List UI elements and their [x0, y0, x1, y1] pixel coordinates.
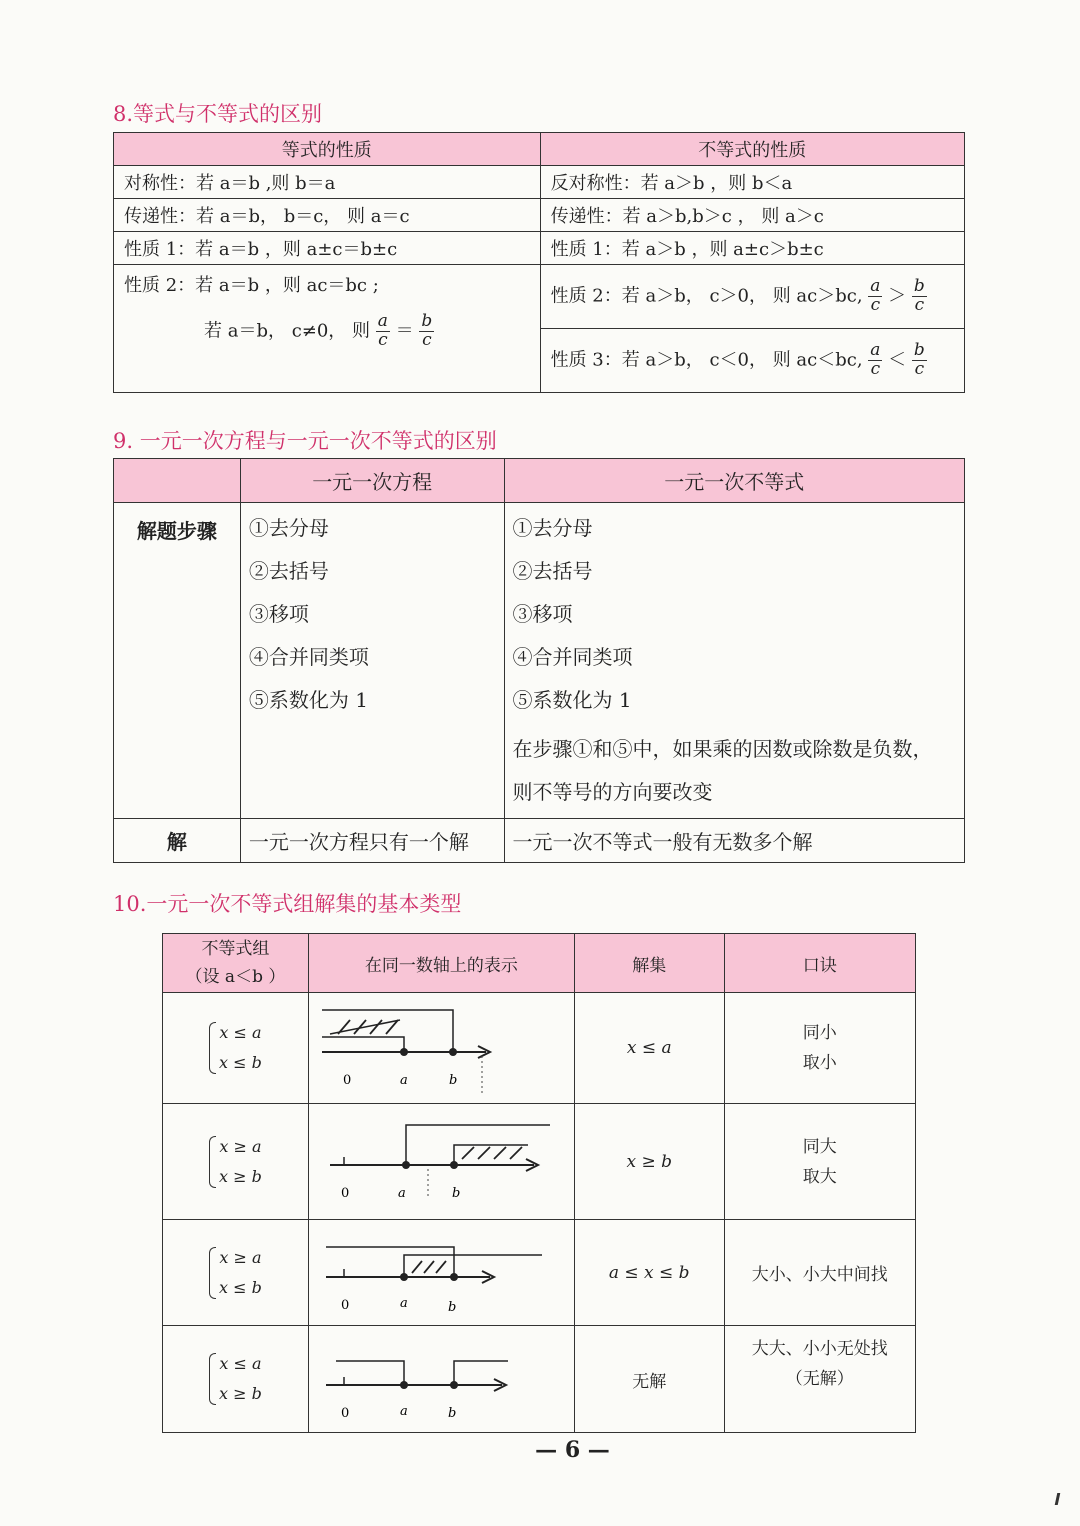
- step-item: ④合并同类项: [512, 645, 633, 669]
- point-b: [450, 1161, 458, 1169]
- table-cell: 性质 1：若 a＝b ，则 a±c＝b±c: [114, 232, 541, 265]
- inequality-system: x ≥ a x ≤ b: [209, 1243, 262, 1303]
- a-bracket: [406, 1125, 550, 1163]
- solution-set: a ≤ x ≤ b: [574, 1220, 724, 1326]
- a-bracket: [404, 1255, 542, 1277]
- step-item: ③移项: [248, 602, 309, 626]
- mnemonic-line: 取小: [802, 1053, 837, 1073]
- equation-steps: [240, 503, 504, 819]
- mnemonic-line: 取大: [802, 1166, 837, 1187]
- property-2-line1: 性质 2：若 a＝b ，则 ac＝bc ;: [124, 275, 379, 296]
- step-item: ⑤系数化为 1: [512, 688, 632, 712]
- property-2-text: 若 a＝b， c≠0， 则: [204, 320, 371, 342]
- mnemonic-line: （无解）: [785, 1369, 854, 1389]
- point-a: [400, 1381, 408, 1389]
- inequality-system: x ≥ a x ≥ b: [209, 1132, 262, 1192]
- note-line: 在步骤①和⑤中，如果乘的因数或除数是负数，: [512, 737, 933, 761]
- b-bracket: [326, 1247, 454, 1277]
- hatch-region: [330, 1020, 400, 1034]
- hatch-region: [412, 1261, 446, 1273]
- label-b: b: [447, 1300, 457, 1315]
- corner-mark: [1055, 1493, 1061, 1505]
- label-b: b: [447, 1406, 457, 1421]
- point-b: [449, 1048, 457, 1056]
- system-cell: [163, 1326, 309, 1433]
- table-header: 在同一数轴上的表示: [308, 934, 574, 993]
- step-item: ③移项: [512, 602, 573, 626]
- point-b: [450, 1273, 458, 1281]
- system-cell: [163, 1104, 309, 1220]
- step-item: ④合并同类项: [248, 645, 369, 669]
- table-cell: 传递性：若 a＝b， b＝c， 则 a＝c: [114, 199, 541, 232]
- equation-solution: 一元一次方程只有一个解: [240, 819, 504, 863]
- mnemonic-line: 同小: [802, 1023, 837, 1043]
- label-a: a: [399, 1404, 408, 1419]
- solution-set: x ≤ a: [574, 993, 724, 1104]
- table-header: 一元一次方程: [240, 459, 504, 503]
- header-line: （设 a＜b ）: [185, 967, 286, 987]
- step-item: ②去括号: [248, 559, 329, 583]
- inequality-steps: [504, 503, 964, 819]
- a-bracket: [322, 1037, 404, 1052]
- label-a: a: [399, 1073, 408, 1088]
- number-line-diagram: [310, 1105, 573, 1213]
- table-cell: 传递性：若 a＞b,b＞c ， 则 a＞c: [540, 199, 964, 232]
- table-header: 口诀: [724, 934, 915, 993]
- property-2-line2: [124, 313, 530, 350]
- table-header: 解集: [574, 934, 724, 993]
- fraction: $\frac{a}{c}$: [870, 276, 881, 315]
- table-cell: 反对称性：若 a＞b ，则 b＜a: [540, 166, 964, 199]
- label-0: 0: [342, 1073, 352, 1088]
- table-header: 一元一次不等式: [504, 459, 964, 503]
- equals-sign: ＝: [395, 320, 414, 342]
- equality-vs-inequality-table: [113, 132, 965, 393]
- point-a: [400, 1273, 408, 1281]
- mnemonic-line: 大小、小大中间找: [751, 1265, 888, 1285]
- inequality-system: x ≤ a x ≥ b: [209, 1349, 262, 1409]
- label-a: a: [397, 1186, 406, 1201]
- inequality-system-table: [162, 933, 916, 1433]
- header-blank: [114, 459, 241, 503]
- label-a: a: [399, 1296, 408, 1311]
- header-line: 不等式组: [201, 939, 270, 959]
- fraction: $\frac{a}{c}$: [870, 340, 881, 379]
- fraction: $\frac{b}{c}$: [913, 276, 925, 315]
- a-bracket: [336, 1361, 404, 1383]
- b-bracket: [454, 1145, 528, 1163]
- less-sign: ＜: [888, 349, 907, 371]
- label-0: 0: [340, 1186, 350, 1201]
- row-label-steps: 解题步骤: [114, 503, 241, 819]
- table-header: [163, 934, 309, 993]
- fraction: $\frac{b}{c}$: [421, 311, 433, 350]
- solution-set: 无解: [574, 1326, 724, 1433]
- step-item: ②去括号: [512, 559, 593, 583]
- label-b: b: [451, 1186, 461, 1201]
- label-b: b: [448, 1073, 458, 1088]
- property-3-text: 性质 3：若 a＞b， c＜0， 则 ac＜bc,: [550, 349, 863, 371]
- step-item: ①去分母: [248, 516, 329, 540]
- point-b: [450, 1381, 458, 1389]
- label-0: 0: [340, 1298, 350, 1313]
- fraction: $\frac{b}{c}$: [913, 340, 925, 379]
- page-number: — 6 —: [535, 1437, 610, 1463]
- table-header: 不等式的性质: [540, 133, 964, 166]
- mnemonic: [724, 993, 915, 1104]
- point-a: [402, 1161, 410, 1169]
- section-10-title: 10.一元一次不等式组解集的基本类型: [113, 892, 462, 916]
- table-cell: 性质 1：若 a＞b ，则 a±c＞b±c: [540, 232, 964, 265]
- hatch-region: [462, 1147, 522, 1159]
- table-cell: 对称性：若 a＝b ,则 b＝a: [114, 166, 541, 199]
- property-3-inequality: [540, 329, 964, 393]
- row-label-solution: 解: [114, 819, 241, 863]
- table-header: 等式的性质: [114, 133, 541, 166]
- point-a: [400, 1048, 408, 1056]
- mnemonic: [724, 1220, 915, 1326]
- property-2-text: 性质 2：若 a＞b， c＞0， 则 ac＞bc,: [550, 285, 863, 307]
- note-line: 则不等号的方向要改变: [512, 780, 713, 804]
- section-9-title: 9. 一元一次方程与一元一次不等式的区别: [113, 429, 497, 453]
- number-line-cell: [308, 1326, 574, 1433]
- number-line-cell: [308, 1220, 574, 1326]
- number-line-diagram: [310, 1221, 573, 1319]
- property-2-inequality: [540, 265, 964, 329]
- mnemonic: [724, 1104, 915, 1220]
- step-item: ①去分母: [512, 516, 593, 540]
- sign-note: [513, 728, 956, 814]
- section-8-title: 8.等式与不等式的区别: [113, 102, 323, 126]
- step-item: ⑤系数化为 1: [248, 688, 368, 712]
- system-cell: [163, 1220, 309, 1326]
- property-2-equality: [114, 265, 541, 393]
- fraction: $\frac{a}{c}$: [377, 311, 388, 350]
- system-cell: [163, 993, 309, 1104]
- inequality-solution: 一元一次不等式一般有无数多个解: [504, 819, 964, 863]
- number-line-cell: [308, 1104, 574, 1220]
- inequality-system: x ≤ a x ≤ b: [209, 1018, 262, 1078]
- label-0: 0: [340, 1406, 350, 1421]
- mnemonic-line: 同大: [802, 1136, 837, 1157]
- equation-vs-inequality-table: [113, 458, 965, 863]
- mnemonic: [724, 1326, 915, 1433]
- number-line-cell: [308, 993, 574, 1104]
- b-bracket: [454, 1361, 508, 1383]
- number-line-diagram: [310, 994, 573, 1097]
- greater-sign: ＞: [888, 285, 907, 307]
- number-line-diagram: [310, 1327, 573, 1426]
- mnemonic-line: 大大、小小无处找: [751, 1339, 888, 1359]
- solution-set: x ≥ b: [574, 1104, 724, 1220]
